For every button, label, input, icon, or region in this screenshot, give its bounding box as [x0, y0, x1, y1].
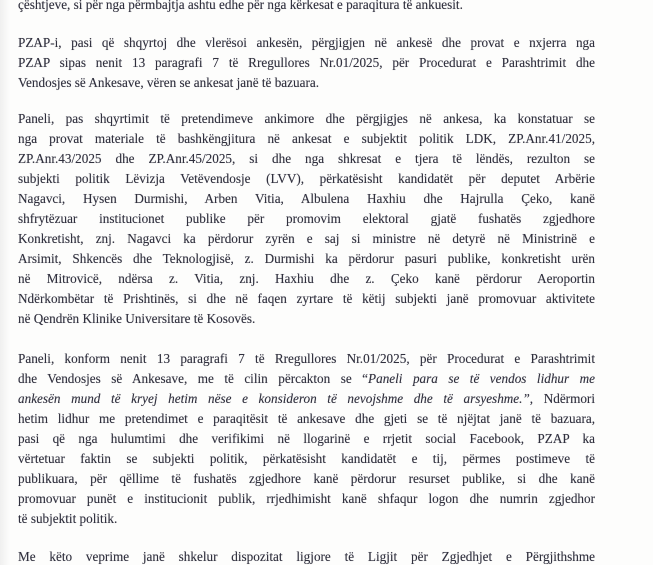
- text-line: Vendosjes së Ankesave, vëren se ankesat janë të bazuara.: [18, 75, 319, 90]
- text-line: Konkretisht, znj. Nagavci ka përdorur zyrën e saj si ministre në detyrë në Ministrinë e: [18, 231, 595, 246]
- text-line: ankesën mund të kryej hetim nëse e konsideron të nevojshme dhe të arsyeshme.”, Ndërmori: [18, 391, 595, 406]
- text-line: nga provat materiale të bashkëngjitura në ankesat e subjektit politik LDK, ZP.Anr.41/2025,: [18, 131, 595, 146]
- text-line: Paneli, konform nenit 13 paragrafi 7 të Rregullores Nr.01/2025, për Procedurat e Parashtrimit: [18, 351, 595, 366]
- text-line: hetim lidhur me pretendimet e paraqitësit të ankesave dhe gjeti se të njëjtat janë të bazuara,: [18, 411, 595, 426]
- text-line: PZAP sipas nenit 13 paragrafi 7 të Rregullores Nr.01/2025, për Procedurat e Parashtrimit dhe: [18, 55, 595, 70]
- text-line: shfrytëzuar institucionet publike për promovim elektoral gjatë fushatës zgjedhore: [18, 211, 595, 226]
- text-line: promovuar punët e institucionit publik, rrjedhimisht kanë shfaqur logon dhe numrin zgjedhor: [18, 491, 595, 506]
- paragraph-panel-investigation: [18, 349, 595, 529]
- text-line: vërtetuar faktin se subjekti politik, përkatësisht kandidatët e tij, përmes postimeve të: [18, 451, 595, 466]
- text-line: në Qendrën Klinike Universitare të Kosovës.: [18, 311, 256, 326]
- text-line: Arsimit, Shkencës dhe Teknologjisë, z. Durmishi ka përdorur pasuri publike, konkretisht urën: [18, 251, 595, 266]
- text-line: pasi që nga hulumtimi dhe verifikimi në llogarinë e rrjetit social Facebook, PZAP ka: [18, 431, 595, 446]
- text-line: PZAP-i, pasi që shqyrtoj dhe vlerësoi ankesën, përgjigjen në ankesë dhe provat e nxjerra nga: [18, 35, 595, 50]
- text-line: dhe Vendosjes së Ankesave, me të cilin përcakton se “Paneli para se të vendos lidhur me: [18, 371, 595, 386]
- text-line: Nagavci, Hysen Durmishi, Arben Vitia, Albulena Haxhiu dhe Hajrulla Çeko, kanë: [18, 191, 595, 206]
- text-line: subjekti politik Lëvizja Vetëvendosje (LVV), përkatësisht kandidatët për deputet Arbërie: [18, 171, 595, 186]
- text-line: publikuara, për qëllime të fushatës zgjedhore kanë përdorur resurset publike, si dhe kanë: [18, 471, 595, 486]
- paragraph-partial-top: [18, 0, 595, 15]
- text-line: Paneli, pas shqyrtimit të pretendimeve ankimore dhe përgjigjes në ankesa, ka konstatuar se: [18, 111, 595, 126]
- text-line: të subjektit politik.: [18, 511, 118, 526]
- paragraph-pzap-review: [18, 33, 595, 93]
- text-line: ZP.Anr.43/2025 dhe ZP.Anr.45/2025, si dhe nga shkresat e tjera të lëndës, rezulton se: [18, 151, 595, 166]
- paragraph-panel-findings: [18, 109, 595, 329]
- text-line: Ndërkombëtar të Prishtinës, si dhe në faqen zyrtare të këtij subjekti janë promovuar aktivitete: [18, 291, 595, 306]
- text-line: në Mitrovicë, ndërsa z. Vitia, znj. Haxhiu dhe z. Çeko kanë përdorur Aeroportin: [18, 271, 595, 286]
- text-line: Me këto veprime janë shkelur dispozitat ligjore të Ligjit për Zgjedhjet e Përgjithshme: [18, 549, 595, 564]
- text-line: çështjeve, si për nga përmbajtja ashtu edhe për nga kërkesat e paraqitura të ankuesit.: [18, 0, 463, 12]
- paragraph-violations-partial: [18, 547, 595, 565]
